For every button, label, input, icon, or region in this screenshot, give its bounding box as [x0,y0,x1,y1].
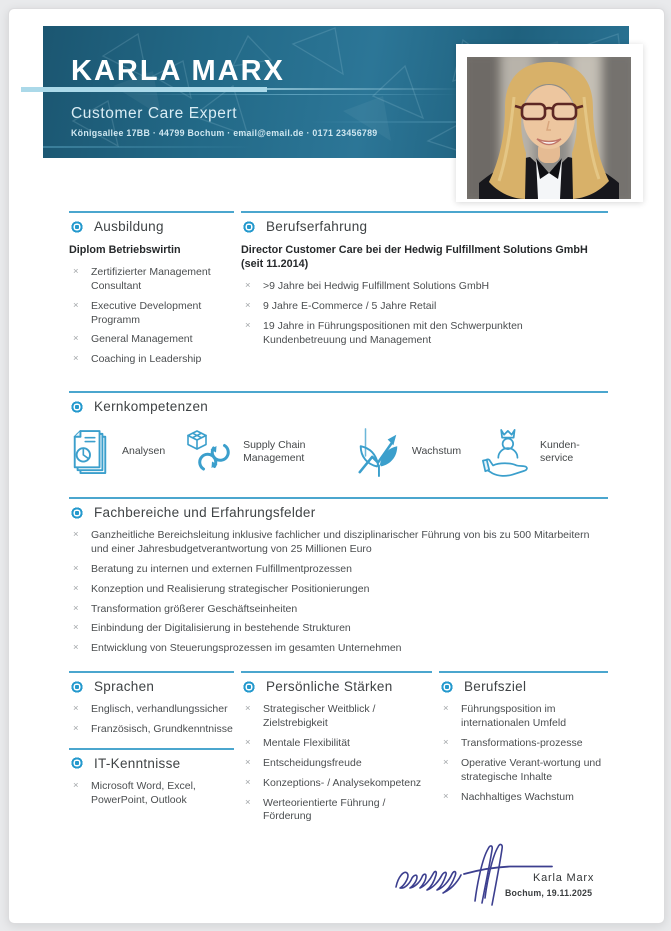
sprachen-list [69,703,234,737]
skill-label: Wachstum [411,445,462,458]
x-marker-icon: × [73,723,79,735]
column-left [69,671,234,830]
section-heading [69,756,234,771]
section-heading-label: Berufserfahrung [266,219,368,234]
customer-service-icon [481,427,529,477]
list-item-text: Englisch, verhandlungssicher [91,703,228,716]
list-item-text: Nachhaltiges Wachstum [461,790,574,803]
list-item [241,320,608,348]
section-bullet-icon [71,401,83,413]
x-marker-icon: × [73,266,79,278]
list-item-text: Microsoft Word, Excel, PowerPoint, Outlook [91,779,196,806]
skill-analysen [69,429,165,476]
list-item [241,797,432,825]
x-marker-icon: × [73,622,79,634]
x-marker-icon: × [245,756,251,768]
section-heading-label: Berufsziel [464,679,527,695]
section-kernkompetenzen [69,391,608,483]
section-bullet-icon [71,221,83,233]
list-item [241,737,432,751]
x-marker-icon: × [73,582,79,594]
list-item-text: General Management [91,333,193,346]
fachbereiche-list [69,529,608,656]
list-item [241,757,432,771]
list-item-text: Französisch, Grundkenntnisse [91,723,233,736]
x-marker-icon: × [73,562,79,574]
section-ausbildung [69,211,234,373]
list-item-text: Operative Verant-wortung und strategische Inhalte [461,756,602,783]
section-heading [69,505,608,520]
section-heading [69,219,234,234]
list-item [439,737,608,751]
signature-place-date: Bochum, 19.11.2025 [505,888,593,898]
list-item [69,642,608,656]
section-heading [241,679,432,694]
section-heading [69,679,234,694]
section-it-kenntnisse [69,748,234,808]
list-item [69,529,608,557]
list-item [439,791,608,805]
section-staerken [241,671,432,830]
list-item-text: Konzeption und Realisierung strategischer Positionierungen [91,582,370,595]
list-item-text: Werteorientierte Führung / Förderung [263,796,386,823]
x-marker-icon: × [245,299,251,311]
list-item [241,703,432,731]
section-heading-label: Ausbildung [94,219,164,234]
list-item [241,777,432,791]
section-bullet-icon [71,757,83,769]
section-heading [439,679,608,694]
contact-line: Königsallee 17BB · 44799 Bochum · email@email.de · 0171 23456789 [71,128,378,138]
x-marker-icon: × [73,299,79,311]
list-item-text: Einbindung der Digitalisierung in bestehende Strukturen [91,622,351,635]
list-item-text: Executive Development Programm [91,299,202,326]
list-item-text: 19 Jahre in Führungspositionen mit den Schwerpunkten Kundenbetreuung und Management [263,319,523,346]
section-bullet-icon [441,681,453,693]
x-marker-icon: × [443,703,449,715]
profile-photo-frame [456,44,643,202]
x-marker-icon: × [73,602,79,614]
x-marker-icon: × [245,319,251,331]
section-fachbereiche [69,497,608,656]
section-bullet-icon [71,681,83,693]
x-marker-icon: × [245,796,251,808]
ausbildung-list [69,266,234,367]
list-item-text: Strategischer Weitblick / Zielstrebigkeit [263,703,376,730]
list-item [69,333,234,347]
list-item-text: Transformation größerer Geschäftseinheiten [91,602,298,615]
section-heading-label: Persönliche Stärken [266,679,393,695]
list-item-text: Mentale Flexibilität [263,736,350,749]
job-title: Customer Care Expert [71,105,238,122]
berufserfahrung-list [241,280,608,347]
section-heading-label: IT-Kenntnisse [94,755,181,771]
degree-title: Diplom Betriebswirtin [69,244,181,256]
growth-icon [355,427,401,477]
list-item [439,703,608,731]
list-item-text: Konzeptions- / Analysekompetenz [263,776,422,789]
cv-page [8,8,665,924]
signature-scribble [392,843,637,915]
list-item [439,757,608,785]
x-marker-icon: × [245,776,251,788]
skill-label: Kunden-service [540,438,580,465]
light-streak [129,94,459,95]
x-marker-icon: × [245,280,251,292]
list-item-text: Transformations-prozesse [461,736,583,749]
x-marker-icon: × [73,779,79,791]
skill-supply-chain [185,428,335,476]
list-item [69,300,234,328]
x-marker-icon: × [245,703,251,715]
accent-underline [21,87,267,92]
list-item [69,622,608,636]
skill-wachstum [355,427,461,477]
section-bullet-icon [243,221,255,233]
x-marker-icon: × [73,333,79,345]
section-bullet-icon [71,507,83,519]
berufsziel-list [439,703,608,804]
list-item-text: Entwicklung von Steuerungsprozessen im gesamten Unternehmen [91,642,402,655]
staerken-list [241,703,432,824]
section-heading [241,219,608,234]
light-streak [267,88,463,90]
section-sprachen [69,671,234,737]
light-streak [43,146,253,148]
list-item [69,353,234,367]
list-item [69,583,608,597]
list-item [69,703,234,717]
section-berufsziel [439,671,608,830]
list-item-text: >9 Jahre bei Hedwig Fulfillment Solutions GmbH [263,280,490,293]
it-list [69,780,234,808]
x-marker-icon: × [443,790,449,802]
signature-name: Karla Marx [533,872,595,884]
section-heading-label: Kernkompetenzen [94,399,209,415]
section-berufserfahrung [241,211,608,373]
person-name: KARLA MARX [71,55,285,87]
list-item [69,780,234,808]
supply-chain-icon [185,428,232,476]
x-marker-icon: × [73,642,79,654]
list-item [69,723,234,737]
list-item [69,563,608,577]
list-item-text: Führungsposition im internationalen Umfeld [461,703,567,730]
list-item-text: 9 Jahre E-Commerce / 5 Jahre Retail [263,299,437,312]
skill-label: Supply Chain Management [243,438,306,465]
x-marker-icon: × [73,353,79,365]
list-item-text: Zertifizierter Management Consultant [91,266,211,292]
x-marker-icon: × [73,703,79,715]
list-item-text: Coaching in Leadership [91,353,202,366]
list-item [69,603,608,617]
skill-kundenservice [481,427,598,477]
list-item-text: Beratung zu internen und externen Fulfillmentprozessen [91,562,352,575]
current-position-title: Director Customer Care bei der Hedwig Fulfillment Solutions GmbH (seit 11.2014) [241,244,588,271]
signature-block [392,843,637,915]
section-bullet-icon [243,681,255,693]
list-item-text: Ganzheitliche Bereichsleitung inklusive fachlicher und disziplinarischer Führung von bis zu 500 Mitarbeitern und einer Jahresbudgetverantwortung von 25 Millionen Euro [91,529,590,556]
skill-label: Analysen [122,445,166,458]
list-item-text: Entscheidungsfreude [263,756,362,769]
x-marker-icon: × [73,529,79,541]
list-item [69,266,234,294]
list-item [241,280,608,294]
section-heading-label: Fachbereiche und Erfahrungsfelder [94,505,316,521]
section-heading [69,399,608,414]
section-heading-label: Sprachen [94,679,155,695]
x-marker-icon: × [443,756,449,768]
list-item [241,300,608,314]
x-marker-icon: × [245,736,251,748]
report-pie-icon [69,429,111,476]
x-marker-icon: × [443,736,449,748]
profile-photo [467,57,631,199]
skills-row [69,423,608,483]
